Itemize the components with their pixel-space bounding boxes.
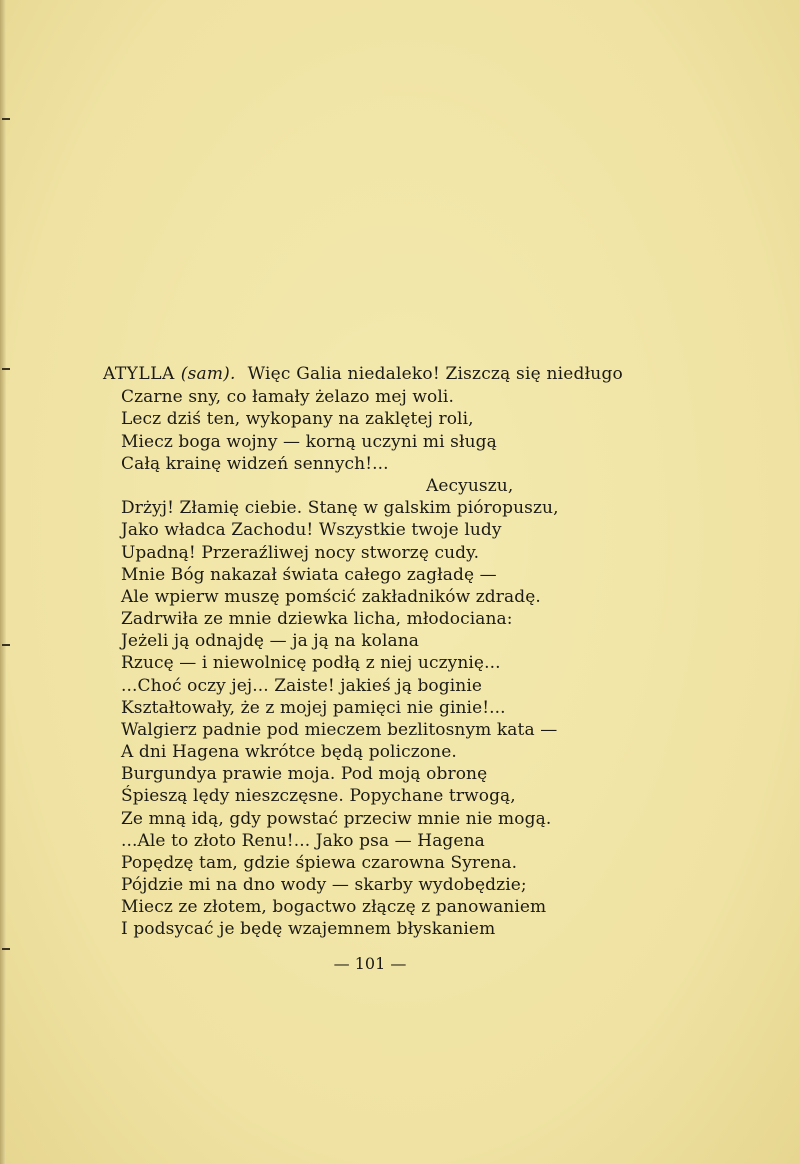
speaker-line bbox=[103, 364, 623, 384]
verse-line: Ze mną idą, gdy powstać przeciw mnie nie mogą. bbox=[121, 809, 552, 829]
verse-line: ...Choć oczy jej... Zaiste! jakieś ją boginie bbox=[121, 676, 483, 696]
verse-line: Aecyuszu, bbox=[426, 476, 514, 496]
stage-direction: (sam). bbox=[180, 364, 236, 384]
verse-line: Jeżeli ją odnajdę — ja ją na kolana bbox=[121, 631, 420, 651]
verse-line: Śpieszą lędy nieszczęsne. Popychane trwogą, bbox=[121, 786, 516, 806]
verse-line: Jako władca Zachodu! Wszystkie twoje ludy bbox=[121, 520, 502, 540]
verse-line: Drżyj! Złamię ciebie. Stanę w galskim pióropuszu, bbox=[121, 498, 559, 518]
edge-mark bbox=[2, 948, 10, 950]
verse-line: Czarne sny, co łamały żelazo mej woli. bbox=[121, 387, 454, 407]
verse-line: Ale wpierw muszę pomścić zakładników zdradę. bbox=[121, 587, 541, 607]
page-number: — 101 — bbox=[333, 954, 407, 973]
verse-line: Walgierz padnie pod mieczem bezlitosnym kata — bbox=[121, 720, 558, 740]
verse-line: Mnie Bóg nakazał świata całego zagładę — bbox=[121, 565, 497, 585]
page-edge bbox=[0, 0, 6, 1164]
verse-line: Rzucę — i niewolnicę podłą z niej uczynię... bbox=[121, 653, 501, 673]
speaker-name: ATYLLA bbox=[103, 364, 175, 384]
verse-line: I podsycać je będę wzajemnem błyskaniem bbox=[121, 919, 496, 939]
verse-line: Miecz boga wojny — korną uczyni mi sługą bbox=[121, 432, 497, 452]
edge-mark bbox=[2, 644, 10, 646]
edge-mark bbox=[2, 368, 10, 370]
verse-line: Całą krainę widzeń sennych!... bbox=[121, 454, 389, 474]
verse-line: Miecz ze złotem, bogactwo złączę z panowaniem bbox=[121, 897, 547, 917]
verse-line: Upadną! Przeraźliwej nocy stworzę cudy. bbox=[121, 543, 480, 563]
verse-line: Kształtowały, że z mojej pamięci nie ginie!... bbox=[121, 698, 506, 718]
verse-line: Lecz dziś ten, wykopany na zaklętej roli, bbox=[121, 409, 474, 429]
verse-line: Więc Galia niedaleko! Ziszczą się niedługo bbox=[247, 364, 623, 384]
verse-line: Zadrwiła ze mnie dziewka licha, młodociana: bbox=[121, 609, 513, 629]
verse-line: A dni Hagena wkrótce będą policzone. bbox=[121, 742, 457, 762]
edge-mark bbox=[2, 118, 10, 120]
verse-line: Popędzę tam, gdzie śpiewa czarowna Syrena. bbox=[121, 853, 518, 873]
verse-line: ...Ale to złoto Renu!... Jako psa — Hagena bbox=[121, 831, 485, 851]
verse-line: Pójdzie mi na dno wody — skarby wydobędzie; bbox=[121, 875, 527, 895]
verse-line: Burgundya prawie moja. Pod moją obronę bbox=[121, 764, 488, 784]
